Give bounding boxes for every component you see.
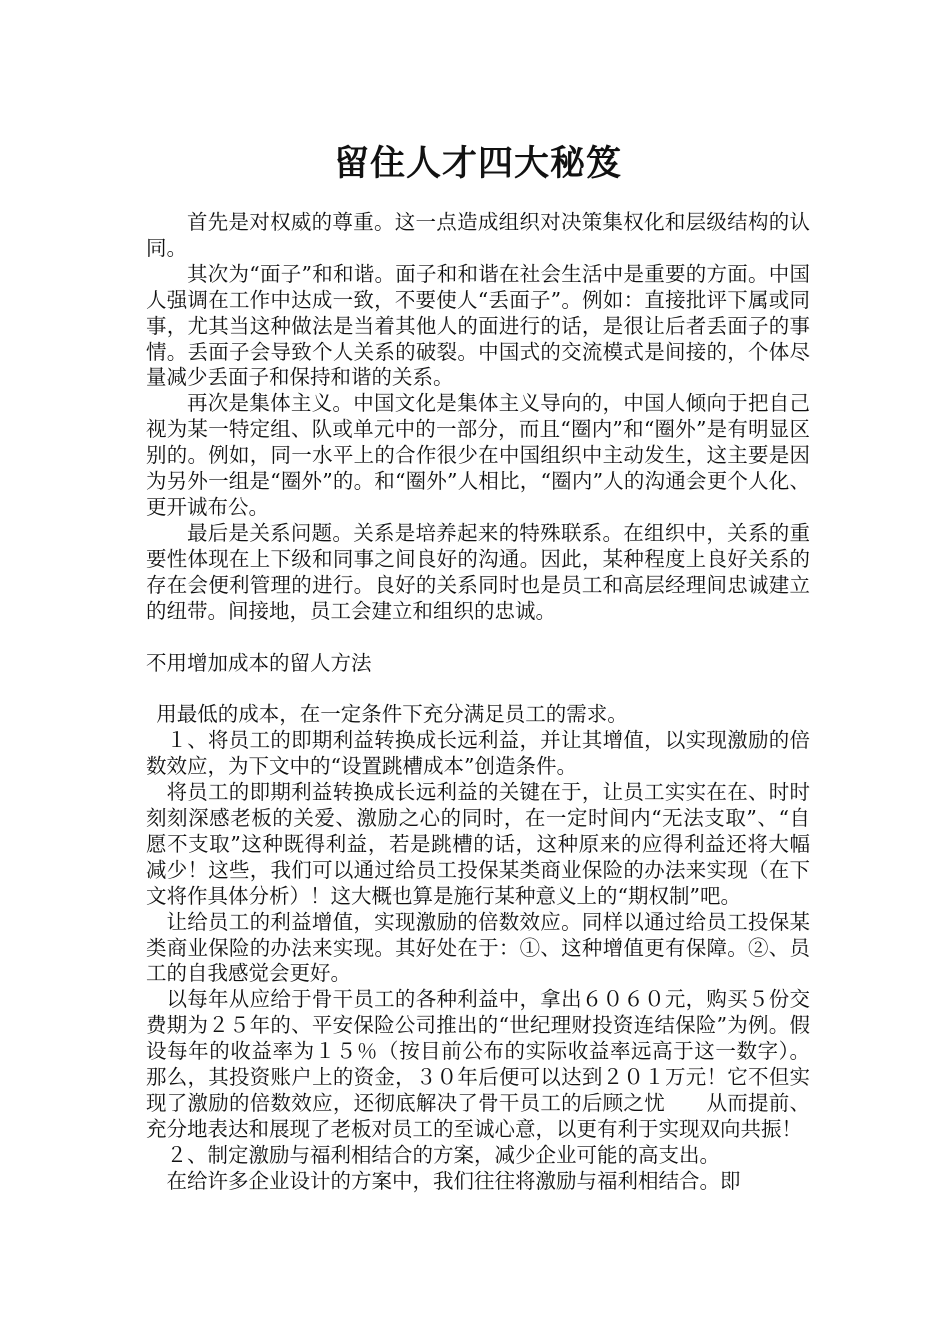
paragraph-collectivism: 再次是集体主义。中国文化是集体主义导向的，中国人倾向于把自己视为某一特定组、队或单元中的一部分，而且“圈内”和“圈外”是有明显区别的。例如，同一水平上的合作很少在中国组织中主动发生，这主要是因为另外一组是“圈外”的。和“圈外”人相比，“圈内”人的沟通会更个人化、更开诚布公。	[146, 391, 810, 519]
paragraph-guanxi: 最后是关系问题。关系是培养起来的特殊联系。在组织中，关系的重要性体现在上下级和同事之间良好的沟通。因此，某种程度上良好关系的存在会便利管理的进行。良好的关系同时也是员工和高层经理间忠诚建立的纽带。间接地，员工会建立和组织的忠诚。	[146, 520, 810, 623]
paragraph-face-harmony: 其次为“面子”和和谐。面子和和谐在社会生活中是重要的方面。中国人强调在工作中达成一致，不要使人“丢面子”。例如：直接批评下属或同事，尤其当这种做法是当着其他人的面进行的话，是很让后者丢面子的事情。丢面子会导致个人关系的破裂。中国式的交流模式是间接的，个体尽量减少丢面子和保持和谐的关系。	[146, 261, 810, 390]
intro-section	[146, 210, 810, 625]
paragraph-incentive-welfare: 在给许多企业设计的方案中，我们往往将激励与福利相结合。即	[166, 1168, 741, 1193]
paragraph-method-2: ２、制定激励与福利相结合的方案，减少企业可能的高支出。	[166, 1142, 720, 1167]
document-title: 留住人才四大秘笈	[333, 143, 622, 184]
paragraph-value-growth: 让给员工的利益增值，实现激励的倍数效应。同样以通过给员工投保某类商业保险的办法来实现。其好处在于：①、这种增值更有保障。②、员工的自我感觉会更好。	[146, 909, 810, 986]
paragraph-long-term-benefit: 将员工的即期利益转换成长远利益的关键在于，让员工实实在在、时时刻刻深感老板的关爱、激励之心的同时，在一定时间内“无法支取”、“自愿不支取”这种既得利益，若是跳槽的话，这种原来的应得利益还将大幅减少！这些，我们可以通过给员工投保某类商业保险的办法来实现（在下文将作具体分析）！这大概也算是施行某种意义上的“期权制”吧。	[146, 780, 810, 908]
paragraph-insurance-example: 以每年从应给于骨干员工的各种利益中，拿出６０６０元，购买５份交费期为２５年的、平安保险公司推出的“世纪理财投资连结保险”为例。假设每年的收益率为１５％（按目前公布的实际收益率远高于这一数字）。那么，其投资账户上的资金，３０年后便可以达到２０１万元！它不但实现了激励的倍数效应，还彻底解决了骨干员工的后顾之忧 从而提前、充分地表达和展现了老板对员工的至诚心意，以更有利于实现双向共振！	[146, 987, 810, 1141]
paragraph-lowest-cost: 用最低的成本，在一定条件下充分满足员工的需求。	[156, 702, 628, 727]
section-heading: 不用增加成本的留人方法	[146, 650, 372, 675]
retention-methods-section	[146, 702, 810, 1194]
paragraph-method-1: １、将员工的即期利益转换成长远利益，并让其增值，以实现激励的倍数效应，为下文中的“设置跳槽成本”创造条件。	[146, 728, 810, 779]
paragraph-authority: 首先是对权威的尊重。这一点造成组织对决策集权化和层级结构的认同。	[146, 210, 810, 260]
